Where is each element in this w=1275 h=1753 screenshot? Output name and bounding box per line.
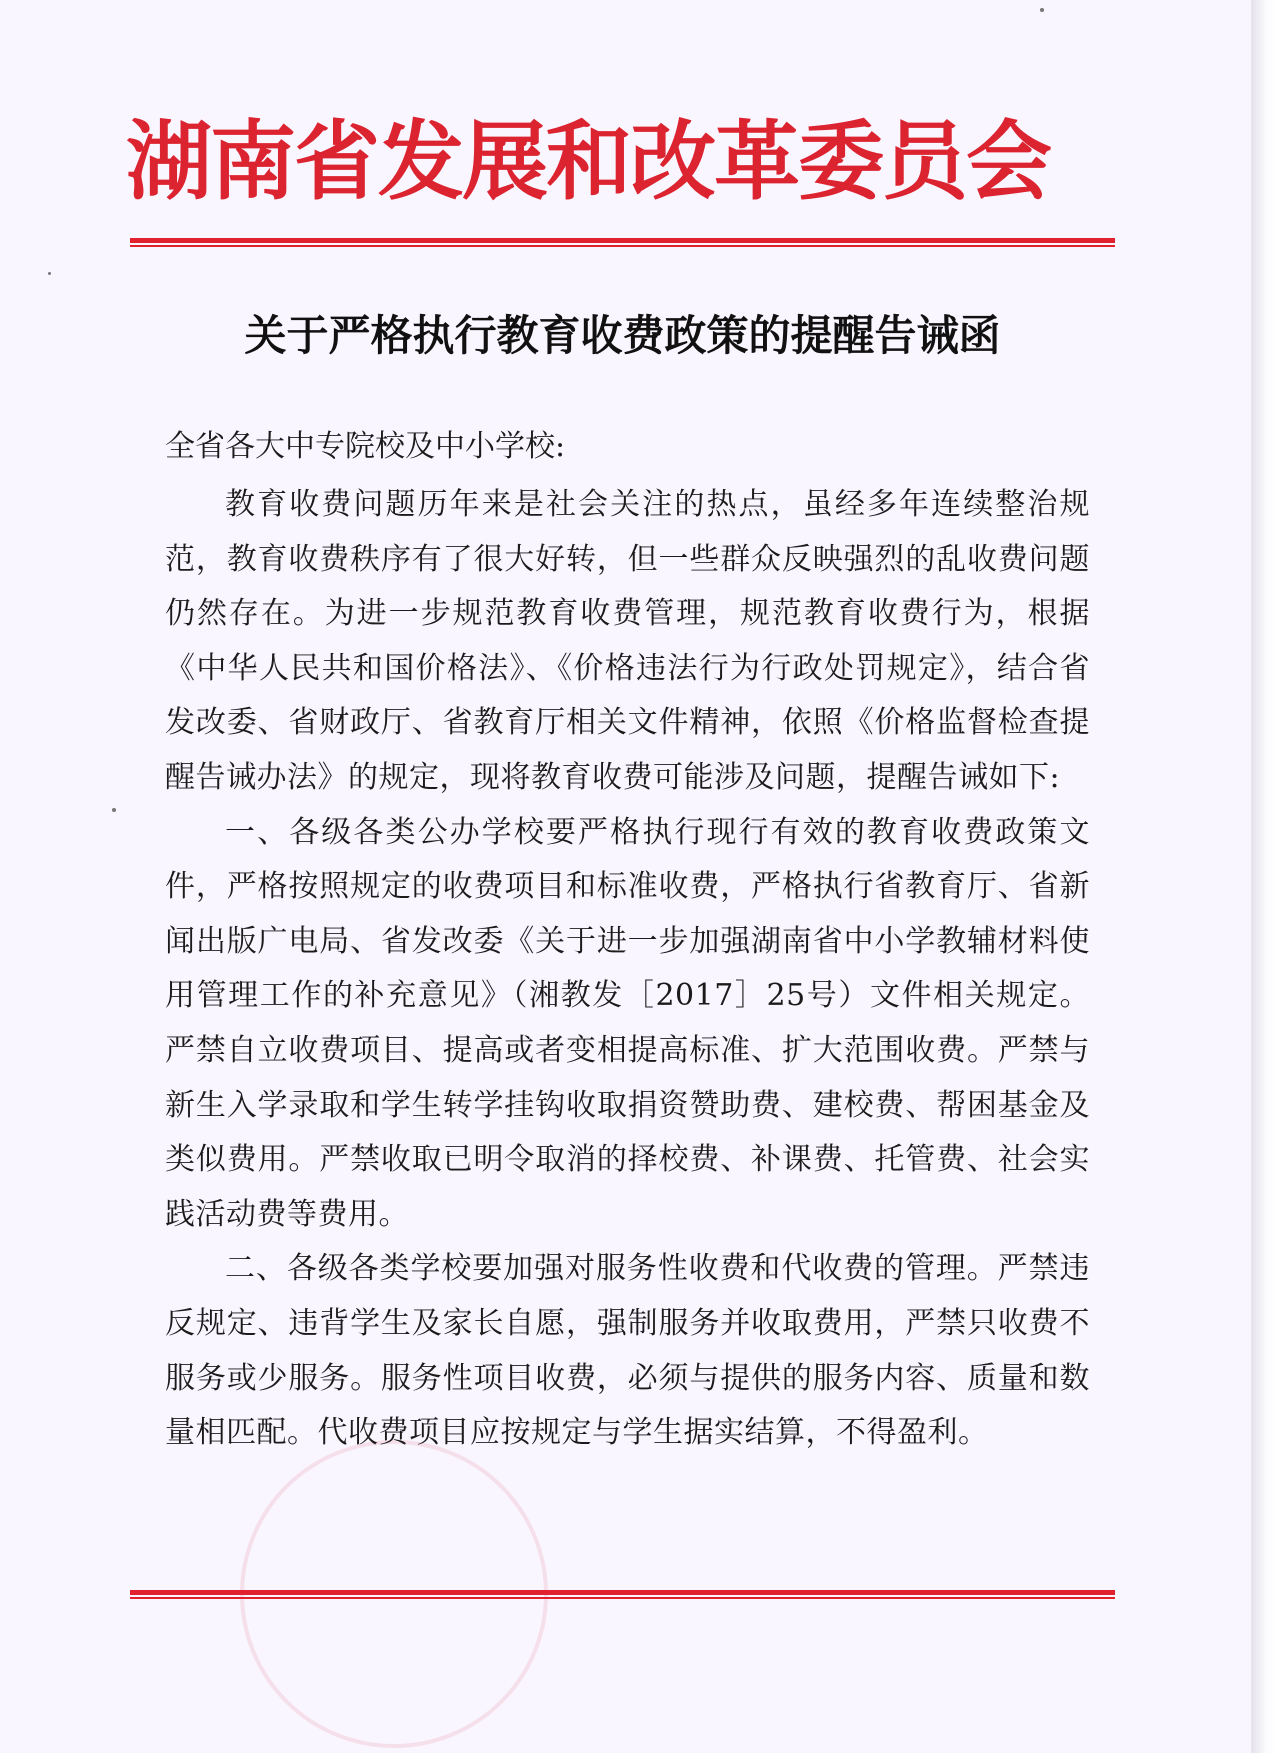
scan-speck [112, 808, 116, 812]
scan-edge [1254, 0, 1275, 1753]
scan-speck [48, 272, 51, 275]
paragraph-item-one: 一、各级各类公办学校要严格执行现行有效的教育收费政策文件，严格按照规定的收费项目和标准收费，严格执行省教育厅、省新闻出版广电局、省发改委《关于进一步加强湖南省中小学教辅材料使用管理工作的补充意见》（湘教发［2017］25号）文件相关规定。严禁自立收费项目、提高或者变相提高标准、扩大范围收费。严禁与新生入学录取和学生转学挂钩收取捐资赞助费、建校费、帮困基金及类似费用。严禁收取已明令取消的择校费、补课费、托管费、社会实践活动费等费用。 [165, 814, 1090, 1232]
salutation: 全省各大中专院校及中小学校: [165, 429, 566, 464]
paragraph-item-two: 二、各级各类学校要加强对服务性收费和代收费的管理。严禁违反规定、违背学生及家长自愿，强制服务并收取费用，严禁只收费不服务或少服务。服务性项目收费，必须与提供的服务内容、质量和数量相匹配。代收费项目应按规定与学生据实结算，不得盈利。 [165, 1251, 1090, 1451]
letterhead-organization: 湖南省发展和改革委员会 [126, 111, 1050, 212]
scan-speck [1040, 8, 1044, 12]
letterhead-red-rule [130, 238, 1115, 248]
rule-thin-line [130, 1597, 1115, 1599]
document-title: 关于严格执行教育收费政策的提醒告诫函 [244, 311, 1001, 360]
paragraph-intro: 教育收费问题历年来是社会关注的热点，虽经多年连续整治规范，教育收费秩序有了很大好转，但一些群众反映强烈的乱收费问题仍然存在。为进一步规范教育收费管理，规范教育收费行为，根据《中华人民共和国价格法》、《价格违法行为行政处罚规定》，结合省发改委、省财政厅、省教育厅相关文件精神，依照《价格监督检查提醒告诫办法》的规定，现将教育收费可能涉及问题，提醒告诫如下: [165, 487, 1090, 795]
rule-thick-line [130, 1590, 1115, 1595]
rule-thick-line [130, 238, 1115, 243]
document-body [165, 478, 1090, 1461]
footer-red-rule [130, 1590, 1115, 1600]
rule-thin-line [130, 245, 1115, 247]
